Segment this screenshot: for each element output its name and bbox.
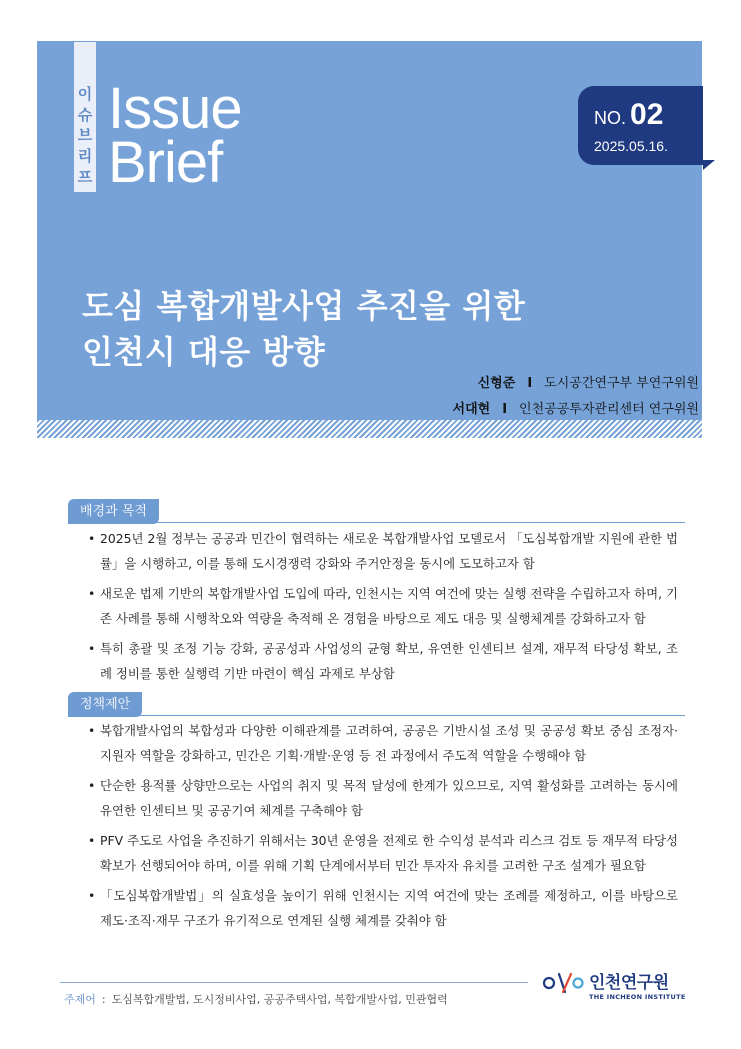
- author-affiliation: 도시공간연구부 부연구위원: [544, 376, 699, 391]
- vertical-char: 슈: [77, 105, 93, 124]
- vertical-char: 프: [77, 168, 93, 187]
- author-name: 서대현: [452, 402, 491, 417]
- logo-english-name: THE INCHEON INSTITUTE: [589, 993, 686, 1001]
- background-bullet-list: [88, 526, 678, 691]
- list-item: • PFV 주도로 사업을 추진하기 위해서는 30년 운영을 전제로 한 수익성 분석과 리스크 검토 등 재무적 타당성 확보가 선행되어야 하며, 이를 위해 기획 단계에서부터 민간 투자자 유치를 고려한 구조 설계가 필요함: [88, 828, 678, 878]
- list-item: • 복합개발사업의 복합성과 다양한 이해관계를 고려하여, 공공은 기반시설 조성 및 공공성 확보 중심 조정자·지원자 역할을 강화하고, 민간은 기획·개발·운영 등 전 과정에서 주도적 역할을 수행해야 함: [88, 718, 678, 768]
- issue-date: 2025.05.16.: [594, 138, 668, 154]
- section-label-background: 배경과 목적: [68, 499, 159, 524]
- issue-number-box: [578, 86, 703, 165]
- issue-box-fold: [703, 160, 715, 170]
- vertical-char: 이: [77, 84, 93, 103]
- keywords-text: 도심복합개발법, 도시정비사업, 공공주택사업, 복합개발사업, 민관협력: [111, 993, 448, 1006]
- list-item: • 특히 총괄 및 조정 기능 강화, 공공성과 사업성의 균형 확보, 유연한 인센티브 설계, 재무적 타당성 확보, 조례 정비를 통한 실행력 기반 마련이 핵심 과제로 부상함: [88, 636, 678, 686]
- list-item: • 단순한 용적률 상향만으로는 사업의 취지 및 목적 달성에 한계가 있으므로, 지역 활성화를 고려하는 동시에 유연한 인센티브 및 공공기여 체계를 구축해야 함: [88, 773, 678, 823]
- author-row: [453, 371, 699, 397]
- vertical-char: 브: [77, 126, 93, 145]
- author-row: [453, 397, 699, 423]
- author-name: 신형준: [477, 376, 516, 391]
- author-list: [453, 371, 699, 423]
- page-title: [82, 283, 525, 375]
- brand-line-1: Issue: [108, 76, 242, 141]
- keywords: [64, 991, 448, 1007]
- issue-number-line: [594, 98, 663, 132]
- policy-bullet-list: [88, 718, 678, 938]
- section-rule: [68, 715, 685, 716]
- issue-number-prefix: NO.: [594, 108, 627, 128]
- author-separator: I: [502, 402, 508, 417]
- list-item: • 새로운 법제 기반의 복합개발사업 도입에 따라, 인천시는 지역 여건에 맞는 실행 전략을 수립하고자 하며, 기존 사례를 통해 시행착오와 역량을 축적해 온 경험을 바탕으로 제도 대응 및 실행체계를 강화하고자 함: [88, 581, 678, 631]
- keywords-colon: :: [101, 993, 106, 1006]
- institute-logo: [541, 968, 691, 1008]
- vertical-issue-label: [74, 80, 96, 192]
- section-rule: [68, 522, 685, 523]
- logo-korean-name: 인천연구원: [589, 973, 669, 993]
- title-line-2: 인천시 대응 방향: [82, 333, 326, 371]
- vertical-char: 리: [77, 147, 93, 166]
- list-item: • 2025년 2월 정부는 공공과 민간이 협력하는 새로운 복합개발사업 모델로서 「도심복합개발 지원에 관한 법률」을 시행하고, 이를 통해 도시경쟁력 강화와 주거안정을 동시에 도모하고자 함: [88, 526, 678, 576]
- title-line-1: 도심 복합개발사업 추진을 위한: [82, 287, 526, 325]
- institute-logo-icon: [541, 970, 585, 996]
- brand-line-2: Brief: [108, 130, 223, 195]
- author-separator: I: [527, 376, 533, 391]
- vertical-bar-top: [74, 42, 96, 80]
- issue-number: 02: [630, 98, 664, 131]
- list-item: • 「도심복합개발법」의 실효성을 높이기 위해 인천시는 지역 여건에 맞는 조례를 제정하고, 이를 바탕으로 제도·조직·재무 구조가 유기적으로 연계된 실행 체계를 갖춰야 함: [88, 883, 678, 933]
- issue-brief-brand: [108, 76, 242, 195]
- section-label-policy: 정책제안: [68, 692, 142, 717]
- author-affiliation: 인천공공투자관리센터 연구위원: [519, 402, 699, 417]
- footer-rule: [60, 982, 528, 983]
- keywords-label: 주제어: [64, 993, 96, 1006]
